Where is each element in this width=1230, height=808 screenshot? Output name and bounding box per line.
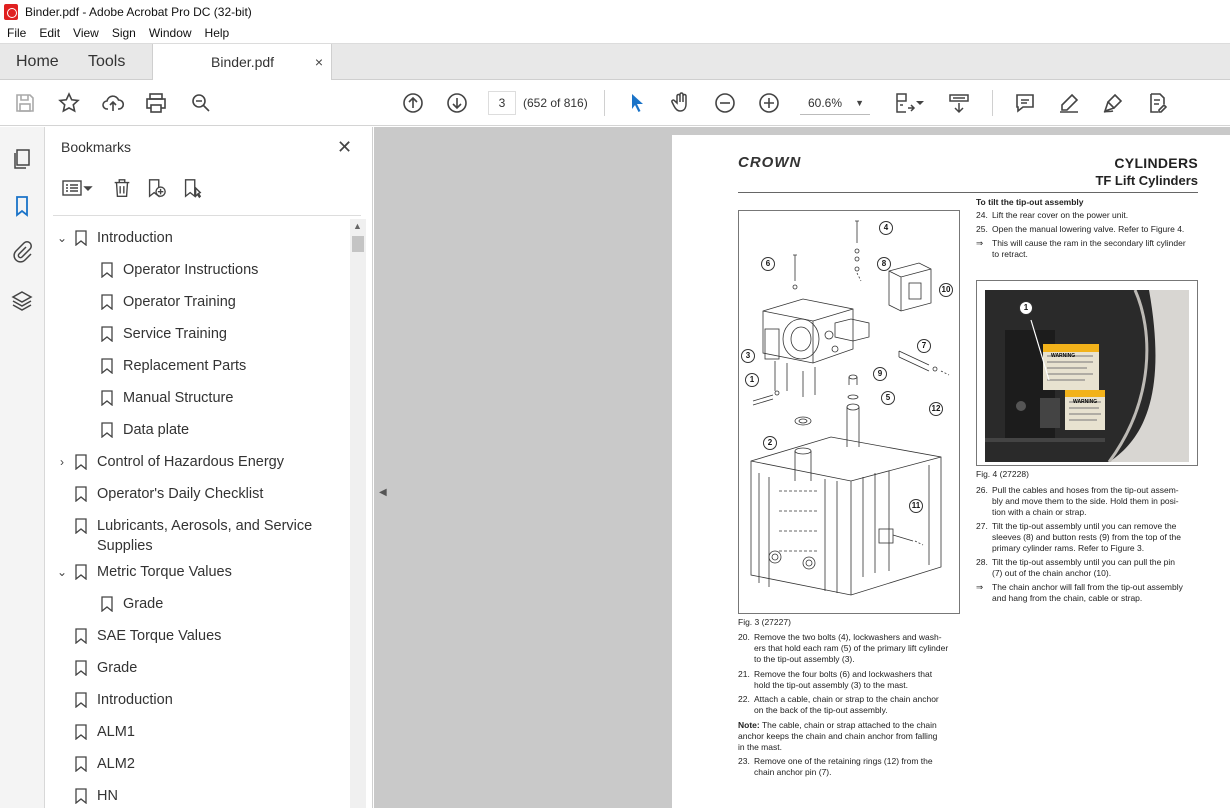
bookmark-label: Operator Training bbox=[123, 294, 236, 310]
step-number: 21. bbox=[738, 668, 750, 679]
page-count: (652 of 816) bbox=[523, 96, 588, 110]
tilt-heading: To tilt the tip-out assembly bbox=[976, 197, 1084, 207]
bookmark-item[interactable] bbox=[81, 260, 258, 290]
scroll-up-icon[interactable]: ▲ bbox=[353, 221, 362, 231]
step-text: Remove the four bolts (6) and lockwashers that hold the tip-out assembly (3) to the mast. bbox=[754, 668, 933, 690]
step-number: ⇒ bbox=[976, 238, 984, 248]
panel-divider bbox=[53, 215, 361, 216]
callout-6: 6 bbox=[761, 257, 775, 271]
zoom-value: 60.6% bbox=[808, 96, 843, 110]
tab-home[interactable]: Home bbox=[16, 53, 59, 70]
tab-bar bbox=[0, 43, 1230, 80]
save-icon[interactable] bbox=[12, 90, 38, 116]
instruction-step bbox=[976, 582, 1206, 604]
bookmark-label: HN bbox=[97, 788, 118, 804]
new-bookmark-icon[interactable] bbox=[145, 177, 169, 201]
bookmark-icon bbox=[75, 452, 89, 472]
toolbar-divider bbox=[992, 90, 993, 116]
highlight-pen-icon[interactable] bbox=[1056, 90, 1082, 116]
warning-label-text: WARNING bbox=[1073, 399, 1098, 405]
bookmark-item[interactable] bbox=[55, 786, 118, 808]
bookmarks-title: Bookmarks bbox=[61, 139, 132, 155]
expand-spacer bbox=[55, 626, 69, 646]
step-number: 23. bbox=[738, 756, 750, 766]
bookmark-label: Introduction bbox=[97, 692, 173, 708]
note-block: Note: The cable, chain or strap attached to the chain anchor keeps the chain and chain anchor from falling in the mast. bbox=[738, 720, 938, 752]
bookmark-scrollbar[interactable] bbox=[350, 219, 366, 808]
expand-spacer bbox=[55, 722, 69, 742]
header-rule bbox=[738, 192, 1198, 193]
figure-4-caption: Fig. 4 (27228) bbox=[976, 469, 1029, 479]
step-text: Remove one of the retaining rings (12) from the chain anchor pin (7). bbox=[754, 756, 933, 777]
bookmark-label: Operator's Daily Checklist bbox=[97, 486, 264, 502]
page-thumbnails-icon[interactable] bbox=[10, 147, 34, 171]
bookmark-label: SAE Torque Values bbox=[97, 628, 222, 644]
bookmark-label: ALM2 bbox=[97, 756, 135, 772]
expand-toggle-icon[interactable]: ⌄ bbox=[56, 565, 68, 579]
page-header-subtitle: TF Lift Cylinders bbox=[1095, 173, 1198, 188]
menu-bar bbox=[0, 23, 1230, 43]
fit-dropdown-icon[interactable] bbox=[914, 90, 926, 116]
bookmark-icon bbox=[101, 324, 115, 344]
bookmark-item[interactable] bbox=[55, 754, 135, 784]
step-number: 22. bbox=[738, 693, 750, 704]
figure-4-photo-frame bbox=[976, 280, 1198, 466]
previous-page-icon[interactable] bbox=[400, 90, 426, 116]
bookmark-item[interactable] bbox=[81, 388, 233, 418]
instruction-step bbox=[976, 485, 1206, 518]
bookmark-item[interactable] bbox=[55, 516, 313, 554]
page-number-input[interactable]: 3 bbox=[488, 91, 516, 115]
bookmark-panel-icon[interactable] bbox=[10, 194, 34, 218]
expand-spacer bbox=[81, 388, 95, 408]
bookmark-label: Introduction bbox=[97, 230, 173, 246]
zoom-search-icon[interactable] bbox=[188, 90, 214, 116]
step-number: 26. bbox=[976, 485, 988, 495]
expand-spacer bbox=[81, 260, 95, 280]
title-bar bbox=[0, 0, 1230, 23]
bookmark-icon bbox=[75, 562, 89, 582]
scrollbar-thumb[interactable] bbox=[352, 236, 364, 252]
crown-logo: CROWN bbox=[738, 154, 802, 171]
expand-spacer bbox=[55, 690, 69, 710]
bookmark-icon bbox=[101, 356, 115, 376]
expand-spacer bbox=[55, 516, 69, 536]
bookmark-label: Lubricants, Aerosols, and Service Supplies bbox=[97, 518, 313, 554]
step-text: Remove the two bolts (4), lockwashers and wash- ers that hold each ram (5) of the primary lift cylinder to the tip-out assembly (3). bbox=[754, 632, 949, 664]
zoom-out-icon[interactable] bbox=[712, 90, 738, 116]
tab-document-label: Binder.pdf bbox=[211, 54, 275, 70]
bookmark-item[interactable] bbox=[55, 562, 232, 592]
select-cursor-icon[interactable] bbox=[624, 90, 650, 116]
tab-tools[interactable]: Tools bbox=[88, 53, 126, 70]
delete-bookmark-icon[interactable] bbox=[111, 177, 135, 201]
tab-document[interactable] bbox=[152, 44, 332, 81]
bookmark-icon bbox=[101, 292, 115, 312]
expand-spacer bbox=[81, 292, 95, 312]
bookmark-icon bbox=[75, 658, 89, 678]
step-number: 20. bbox=[738, 632, 750, 642]
bookmark-item[interactable] bbox=[81, 356, 246, 386]
bookmark-item[interactable] bbox=[55, 484, 263, 514]
menu-help[interactable]: Help bbox=[204, 26, 230, 40]
edit-pdf-icon[interactable] bbox=[1144, 90, 1170, 116]
step-number: 27. bbox=[976, 521, 988, 531]
bookmark-label: Manual Structure bbox=[123, 390, 234, 406]
bookmark-label: Data plate bbox=[123, 422, 190, 438]
bookmark-label: Metric Torque Values bbox=[97, 564, 232, 580]
power-unit-photo bbox=[985, 290, 1189, 462]
bookmark-label: Service Training bbox=[123, 326, 227, 342]
bookmark-icon bbox=[75, 516, 89, 536]
attachment-icon[interactable] bbox=[10, 240, 34, 264]
bookmark-icon bbox=[101, 260, 115, 280]
bookmark-item[interactable] bbox=[81, 292, 236, 322]
expand-spacer bbox=[55, 786, 69, 806]
callout-10: 10 bbox=[939, 283, 953, 297]
expand-spacer bbox=[81, 324, 95, 344]
figure-3-exploded-diagram bbox=[738, 210, 960, 614]
bookmark-label: Grade bbox=[123, 596, 164, 612]
callout-12: 12 bbox=[929, 402, 943, 416]
menu-sign[interactable]: Sign bbox=[111, 26, 136, 40]
bookmark-item[interactable] bbox=[55, 690, 173, 720]
expand-toggle-icon[interactable]: ⌄ bbox=[56, 231, 68, 245]
document-view[interactable] bbox=[374, 127, 1230, 808]
instruction-step bbox=[738, 756, 968, 779]
warning-label-text: WARNING bbox=[1051, 353, 1076, 359]
star-icon[interactable] bbox=[56, 90, 82, 116]
bookmark-label: Control of Hazardous Energy bbox=[97, 454, 284, 470]
callout-2: 2 bbox=[763, 436, 777, 450]
step-text: Attach a cable, chain or strap to the chain anchor on the back of the tip-out assembly. bbox=[754, 693, 939, 715]
bookmark-item[interactable] bbox=[55, 452, 284, 482]
callout-5: 5 bbox=[881, 391, 895, 405]
bookmark-options-icon[interactable] bbox=[61, 177, 85, 201]
hand-tool-icon[interactable] bbox=[668, 90, 694, 116]
pdf-page bbox=[672, 135, 1230, 808]
expand-spacer bbox=[81, 594, 95, 614]
bookmark-icon bbox=[101, 594, 115, 614]
comment-icon[interactable] bbox=[1012, 90, 1038, 116]
expand-spacer bbox=[81, 420, 95, 440]
next-page-icon[interactable] bbox=[444, 90, 470, 116]
bookmark-icon bbox=[101, 388, 115, 408]
expand-spacer bbox=[55, 754, 69, 774]
bookmark-label: ALM1 bbox=[97, 724, 135, 740]
menu-file[interactable]: File bbox=[7, 26, 27, 40]
bookmark-label: Replacement Parts bbox=[123, 358, 247, 374]
bookmark-list bbox=[45, 218, 350, 808]
bookmark-icon bbox=[75, 786, 89, 806]
callout-9: 9 bbox=[873, 367, 887, 381]
step-number: 25. bbox=[976, 224, 988, 234]
bookmark-item[interactable] bbox=[81, 324, 227, 354]
zoom-select[interactable] bbox=[800, 91, 870, 115]
window-title: Binder.pdf - Adobe Acrobat Pro DC (32-bit) bbox=[25, 4, 252, 19]
step-number: 28. bbox=[976, 557, 988, 567]
chevron-down-icon: ▼ bbox=[855, 98, 864, 108]
toolbar-divider bbox=[604, 90, 605, 116]
step-text: Open the manual lowering valve. Refer to Figure 4. bbox=[992, 224, 1185, 234]
tab-close-icon[interactable]: × bbox=[314, 54, 323, 70]
menu-edit[interactable]: Edit bbox=[39, 26, 61, 40]
callout-8: 8 bbox=[877, 257, 891, 271]
callout-1: 1 bbox=[1019, 301, 1033, 315]
bookmark-from-selection-icon[interactable] bbox=[181, 177, 205, 201]
callout-3: 3 bbox=[741, 349, 755, 363]
menu-view[interactable]: View bbox=[73, 26, 99, 40]
step-text: Tilt the tip-out assembly until you can pull the pin (7) out of the chain anchor (10). bbox=[992, 557, 1176, 578]
bookmark-icon bbox=[75, 626, 89, 646]
print-icon[interactable] bbox=[143, 90, 169, 116]
bookmark-icon bbox=[75, 690, 89, 710]
instruction-step bbox=[738, 694, 968, 717]
instruction-step bbox=[976, 238, 1206, 260]
instruction-step bbox=[976, 557, 1206, 579]
instruction-step bbox=[976, 210, 1206, 221]
bookmark-icon bbox=[101, 420, 115, 440]
expand-spacer bbox=[81, 356, 95, 376]
step-text: The chain anchor will fall from the tip-out assembly and hang from the chain, cable or strap. bbox=[992, 582, 1183, 603]
step-text: This will cause the ram in the secondary lift cylinder to retract. bbox=[992, 238, 1186, 259]
expand-spacer bbox=[55, 658, 69, 678]
instruction-step bbox=[738, 632, 968, 667]
instruction-step bbox=[976, 521, 1206, 554]
callout-1: 1 bbox=[745, 373, 759, 387]
collapse-panel-icon[interactable]: ◀ bbox=[379, 487, 387, 498]
step-number: 24. bbox=[976, 210, 988, 220]
bookmark-icon bbox=[75, 484, 89, 504]
bookmark-icon bbox=[75, 754, 89, 774]
zoom-in-icon[interactable] bbox=[756, 90, 782, 116]
bookmark-item[interactable] bbox=[55, 722, 135, 752]
expand-spacer bbox=[55, 484, 69, 504]
bookmark-icon bbox=[75, 228, 89, 248]
scroll-mode-icon[interactable] bbox=[946, 90, 972, 116]
callout-11: 11 bbox=[909, 499, 923, 513]
bookmark-item[interactable] bbox=[55, 228, 173, 258]
bookmark-item[interactable] bbox=[55, 626, 221, 656]
navigation-rail bbox=[0, 127, 45, 808]
main-toolbar bbox=[0, 80, 1230, 126]
close-icon[interactable]: ✕ bbox=[337, 137, 353, 157]
upload-cloud-icon[interactable] bbox=[100, 90, 126, 116]
step-text: Lift the rear cover on the power unit. bbox=[992, 210, 1129, 220]
callout-7: 7 bbox=[917, 339, 931, 353]
step-number: ⇒ bbox=[976, 582, 984, 592]
bookmarks-panel bbox=[45, 127, 373, 808]
instruction-step bbox=[976, 224, 1206, 235]
sign-pen-icon[interactable] bbox=[1100, 90, 1126, 116]
menu-window[interactable]: Window bbox=[148, 26, 192, 40]
bookmark-item[interactable] bbox=[81, 594, 163, 624]
page-header-title: CYLINDERS bbox=[1114, 155, 1198, 171]
bookmark-item[interactable] bbox=[55, 658, 137, 688]
bookmark-label: Operator Instructions bbox=[123, 262, 259, 278]
figure-3-caption: Fig. 3 (27227) bbox=[738, 617, 791, 627]
callout-4: 4 bbox=[879, 221, 893, 235]
step-text: Pull the cables and hoses from the tip-out assem- bly and move them to the side. Hold them in posi- tion with a chain or strap. bbox=[992, 485, 1179, 517]
acrobat-app-icon bbox=[4, 4, 18, 20]
layers-icon[interactable] bbox=[10, 289, 34, 313]
bookmarks-toolbar bbox=[61, 175, 361, 203]
expand-toggle-icon[interactable]: › bbox=[60, 455, 64, 469]
bookmark-icon bbox=[75, 722, 89, 742]
bookmark-item[interactable] bbox=[81, 420, 189, 450]
step-text: Tilt the tip-out assembly until you can remove the sleeves (8) and button rests (9) from the top of the primary cylinder rams. Refer to Figure 3. bbox=[992, 521, 1181, 553]
instruction-step bbox=[738, 669, 968, 692]
bookmark-label: Grade bbox=[97, 660, 138, 676]
